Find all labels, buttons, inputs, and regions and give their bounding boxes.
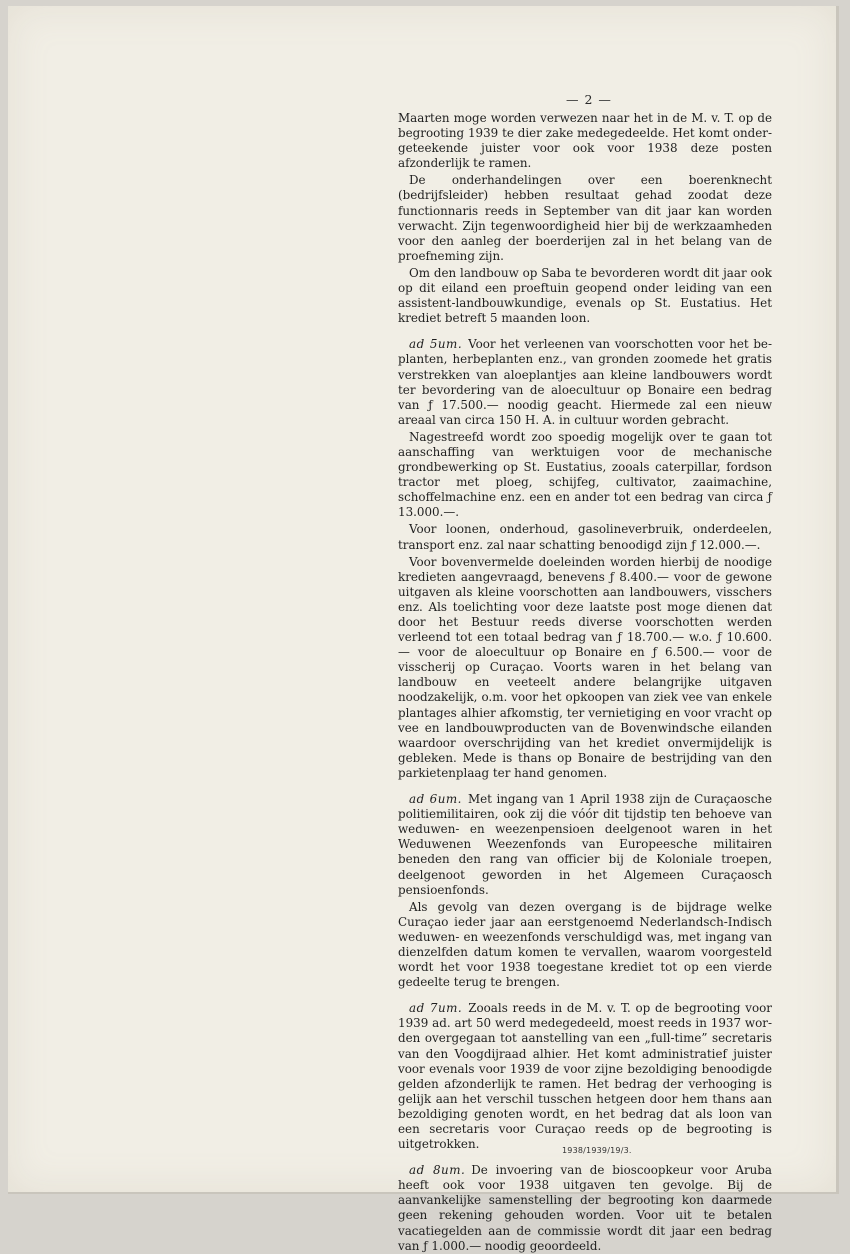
paragraph	[398, 266, 772, 326]
section-marker: ad 5um.	[409, 337, 463, 352]
body-text	[398, 111, 772, 1254]
paragraph-text: Maarten moge worden verwezen naar het in de M. v. T. op de begrooting 1939 te dier zake medegedeelde. Het komt ondergeteekende juister voor ook voor 1938 deze posten afzonderlijk te ramen.	[398, 111, 772, 171]
paragraph	[398, 173, 772, 264]
paragraph-text: Nagestreefd wordt zoo spoedig mogelijk over te gaan tot aanschaffing van werktuigen voor de mechanische grondbewerking op St. Eustatius, zooals caterpillar, fordson tractor met ploeg, schijfeg, cultivator, zaaimachine, schoffelmachine enz. een en ander tot een bedrag van circa ƒ 13.000.—.	[398, 429, 772, 520]
paragraph-text: Om den landbouw op Saba te bevorderen wordt dit jaar ook op dit eiland een proeftuin geopend onder leiding van een assistent-landbouwkundige, evenals op St. Eustatius. Het krediet betreft 5 maanden loon.	[398, 265, 772, 326]
paragraph-text: Voor bovenvermelde doeleinden worden hierbij de noodige kredieten aangevraagd, benevens ƒ 8.400.— voor de gewone uitgaven als kleine voorschotten aan landbouwers, visschers enz. Als toelichting voor deze laatste post moge dienen dat door het Bestuur reeds diverse voorschotten werden verleend tot een totaal bedrag van ƒ 18.700.— w.o. ƒ 10.600.— voor de aloecultuur op Bonaire en ƒ 6.500.— voor de visscherij op Curaçao. Voorts waren in het belang van landbouw en veeteelt andere belangrijke uitgaven noodzakelijk, o.m. voor het opkoopen van ziek vee van enkele plantages alhier afkomstig, ter vernietiging en voor vracht op vee en landbouwproducten van de Bovenwindsche eilanden waardoor overschrijding van het krediet onvermijdelijk is gebleken. Mede is thans op Bonaire de bestrijding van den parkietenplaag ter hand genomen.	[398, 554, 772, 780]
paragraph-text: Voor het verleenen van voorschotten voor het beplanten, herbeplanten enz., van gronden zoomede het gratis verstrekken van aloeplantjes aan kleine landbouwers wordt ter bevordering van de aloecultuur op Bonaire een bedrag van ƒ 17.500.— noodig geacht. Hiermede zal een nieuw areaal van circa 150 H. A. in cultuur worden gebracht.	[398, 337, 772, 427]
paragraph-text: Als gevolg van dezen overgang is de bijdrage welke Curaçao ieder jaar aan eerstgenoemd Nederlandsch-Indisch weduwen- en weezenfonds verschuldigd was, met ingang van dienzelfden datum komen te vervallen, waarom voorgesteld wordt het voor 1938 toegestane krediet tot op een vierde gedeelte terug te brengen.	[398, 899, 772, 990]
section-marker: ad 8um.	[409, 1163, 466, 1178]
page-number: — 2 —	[566, 92, 612, 107]
paragraph	[398, 555, 772, 781]
section-paragraph	[398, 1001, 772, 1152]
paragraph	[398, 111, 772, 171]
section-paragraph	[398, 1163, 772, 1254]
section-marker: ad 6um.	[409, 792, 462, 807]
paragraph	[398, 430, 772, 521]
section-paragraph	[398, 792, 772, 898]
paragraph-text: Voor loonen, onderhoud, gasolineverbruik, onderdeelen, transport enz. zal naar schatting benoodigd zijn ƒ 12.000.—.	[398, 522, 772, 552]
section-marker: ad 7um.	[409, 1001, 463, 1016]
paragraph-text: De invoering van de bioscoopkeur voor Aruba heeft ook voor 1938 uitgaven ten gevolge. Bij de aanvankelijke samenstelling der begrooting kon daarmede geen rekening gehouden worden. Voor uit te betalen vacatiegelden aan de commissie wordt dit jaar een bedrag van ƒ 1.000.— noodig geoordeeld.	[398, 1163, 772, 1253]
paragraph-text: De onderhandelingen over een boerenknecht (bedrijfsleider) hebben resultaat gehad zoodat deze functionnaris reeds in September van dit jaar kan worden verwacht. Zijn tegenwoordigheid hier bij de werkzaamheden voor den aanleg der boerderijen zal in het belang van de proefneming zijn.	[398, 173, 772, 263]
section-paragraph	[398, 337, 772, 428]
paragraph-text: Zooals reeds in de M. v. T. op de begrooting voor 1939 ad. art 50 werd medegedeeld, moest reeds in 1937 worden overgegaan tot aanstelling van een „full-time” secretaris van den Voogdijraad alhier. Het komt administratief juister voor evenals voor 1939 de voor zijne bezoldiging benoodigde gelden afzonderlijk te ramen. Het bedrag der verhooging is gelijk aan het verschil tusschen hetgeen door hem thans aan bezoldiging genoten wordt, en het bedrag dat als loon van een secretaris voor Curaçao reeds op de begrooting is uitgetrokken.	[398, 1001, 772, 1152]
paragraph	[398, 522, 772, 552]
paragraph	[398, 900, 772, 991]
document-reference: 1938/1939/19/3.	[562, 1146, 632, 1155]
paragraph-text: Met ingang van 1 April 1938 zijn de Curaçaosche politiemilitairen, ook zij die vóór dit tijdstip ten behoeve van weduwen- en weezenpensioen deelgenoot waren in het Weduwenen Weezenfonds van Europeesche militairen beneden den rang van officier bij de Koloniale troepen, deelgenoot geworden in het Algemeen Curaçaosch pensioenfonds.	[398, 792, 772, 897]
